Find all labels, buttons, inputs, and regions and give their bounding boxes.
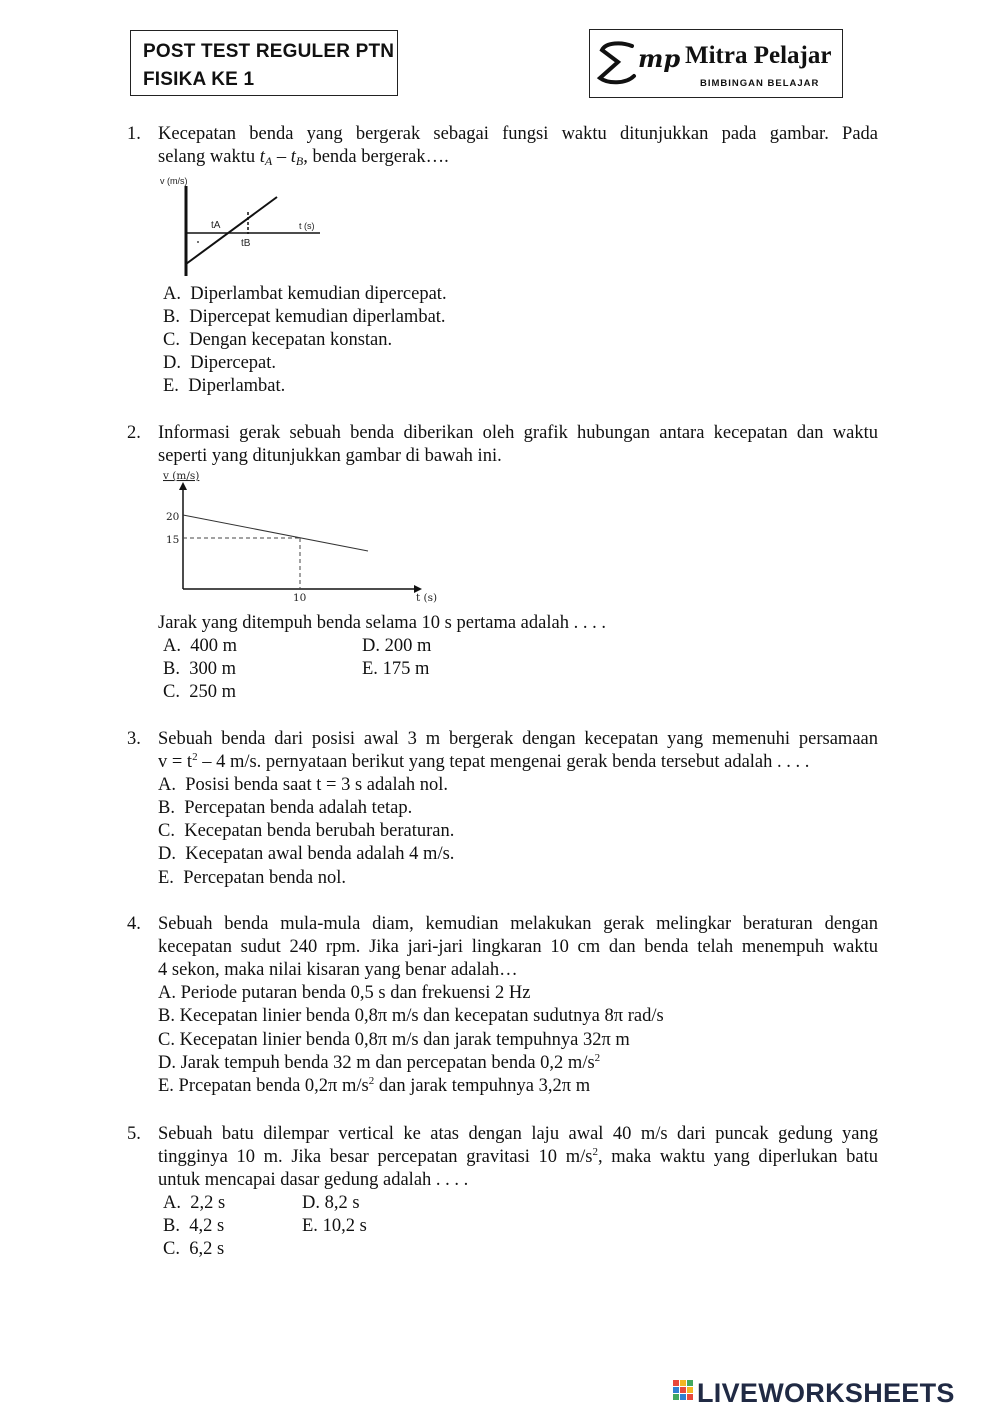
option-b[interactable]: B. 300 m <box>163 659 236 679</box>
graph-label-tb: tB <box>241 238 251 249</box>
velocity-time-graph-2 <box>160 468 450 606</box>
header-title-line1: POST TEST REGULER PTN <box>143 41 395 62</box>
graph-y-label: v (m/s) <box>163 470 200 482</box>
question-text: kecepatan sudut 240 rpm. Jika jari-jari lingkaran 10 cm dan benda telah menempuh waktu <box>158 937 878 957</box>
option-e[interactable]: E. 175 m <box>362 659 430 679</box>
option-a[interactable]: A. Periode putaran benda 0,5 s dan frekuensi 2 Hz <box>158 983 531 1003</box>
graph-y-tick-20: 20 <box>166 511 180 523</box>
option-b[interactable]: B. Percepatan benda adalah tetap. <box>158 798 413 818</box>
question-text: tingginya 10 m. Jika besar percepatan gravitasi 10 $m/s^2$, maka waktu yang diperlukan batu <box>158 1146 878 1167</box>
option-d[interactable]: D. Dipercepat. <box>163 353 277 373</box>
option-d[interactable]: D. 200 m <box>362 636 432 656</box>
question-text: seperti yang ditunjukkan gambar di bawah ini. <box>158 446 502 466</box>
question-text: Informasi gerak sebuah benda diberikan oleh grafik hubungan antara kecepatan dan waktu <box>158 423 878 443</box>
question-number: 1. <box>127 124 141 144</box>
graph-x-label: t (s) <box>416 592 438 604</box>
graph-x-tick-10: 10 <box>293 592 307 604</box>
graph-x-label: t (s) <box>299 221 315 231</box>
option-a[interactable]: A. Posisi benda saat t = 3 s adalah nol. <box>158 775 448 795</box>
graph-velocity-line <box>186 197 277 264</box>
question-number: 4. <box>127 914 141 934</box>
question-text: untuk mencapai dasar gedung adalah . . . . <box>158 1170 469 1190</box>
logo-mark: mp <box>638 44 681 73</box>
footer-brand: LIVEWORKSHEETS <box>697 1378 955 1408</box>
question-text: $v = t^2 - 4$ m/s. pernyataan berikut yang tepat mengenai gerak benda tersebut adalah . . . . <box>158 751 810 772</box>
header-title-line2: FISIKA KE 1 <box>143 69 255 90</box>
question-text: 4 sekon, maka nilai kisaran yang benar adalah… <box>158 960 518 980</box>
option-d[interactable]: D. Jarak tempuh benda 32 m dan percepatan benda 0,2 $m/s^2$ <box>158 1052 601 1073</box>
graph-label-ta: tA <box>211 220 221 231</box>
option-c[interactable]: C. Kecepatan benda berubah beraturan. <box>158 821 455 841</box>
option-e[interactable]: E. Prcepatan benda 0,2π $m/s^2$ dan jarak tempuhnya 3,2π m <box>158 1075 591 1096</box>
option-a[interactable]: A. 400 m <box>163 636 238 656</box>
velocity-time-graph-1 <box>155 172 330 282</box>
question-text: Sebuah benda dari posisi awal 3 m bergerak dengan kecepatan yang memenuhi persamaan <box>158 729 878 749</box>
question-number: 2. <box>127 423 141 443</box>
option-b[interactable]: B. Dipercepat kemudian diperlambat. <box>163 307 446 327</box>
option-e[interactable]: E. Percepatan benda nol. <box>158 868 347 888</box>
option-d[interactable]: D. Kecepatan awal benda adalah 4 m/s. <box>158 844 455 864</box>
option-e[interactable]: E. 10,2 s <box>302 1216 367 1236</box>
question-prompt: Jarak yang ditempuh benda selama 10 s pertama adalah . . . . <box>158 613 606 633</box>
graph-velocity-line <box>183 515 368 551</box>
header-title-box <box>130 30 398 96</box>
option-c[interactable]: C. 6,2 s <box>163 1239 225 1259</box>
logo-name: Mitra Pelajar <box>685 42 832 69</box>
option-b[interactable]: B. 4,2 s <box>163 1216 225 1236</box>
logo-tagline: BIMBINGAN BELAJAR <box>700 78 820 89</box>
question-number: 5. <box>127 1124 141 1144</box>
graph-y-tick-15: 15 <box>166 534 180 546</box>
option-d[interactable]: D. 8,2 s <box>302 1193 360 1213</box>
option-a[interactable]: A. Diperlambat kemudian dipercepat. <box>163 284 447 304</box>
question-text: Sebuah batu dilempar vertical ke atas dengan laju awal 40 m/s dari puncak gedung yang <box>158 1124 878 1144</box>
option-b[interactable]: B. Kecepatan linier benda 0,8π m/s dan kecepatan sudutnya 8π rad/s <box>158 1006 664 1026</box>
question-number: 3. <box>127 729 141 749</box>
graph-y-label: v (m/s) <box>160 176 188 186</box>
option-c[interactable]: C. 250 m <box>163 682 236 702</box>
question-text: Kecepatan benda yang bergerak sebagai fungsi waktu ditunjukkan pada gambar. Pada <box>158 124 878 144</box>
option-e[interactable]: E. Diperlambat. <box>163 376 286 396</box>
option-c[interactable]: C. Kecepatan linier benda 0,8π m/s dan jarak tempuhnya 32π m <box>158 1030 630 1050</box>
option-a[interactable]: A. 2,2 s <box>163 1193 226 1213</box>
logo-sigma-icon <box>596 40 638 86</box>
option-c[interactable]: C. Dengan kecepatan konstan. <box>163 330 393 350</box>
question-text: Sebuah benda mula-mula diam, kemudian melakukan gerak melingkar beraturan dengan <box>158 914 878 934</box>
liveworksheets-logo-icon <box>673 1380 695 1411</box>
logo-box <box>589 29 843 98</box>
question-text: selang waktu $t_A - t_B$, benda bergerak…. <box>158 147 449 168</box>
